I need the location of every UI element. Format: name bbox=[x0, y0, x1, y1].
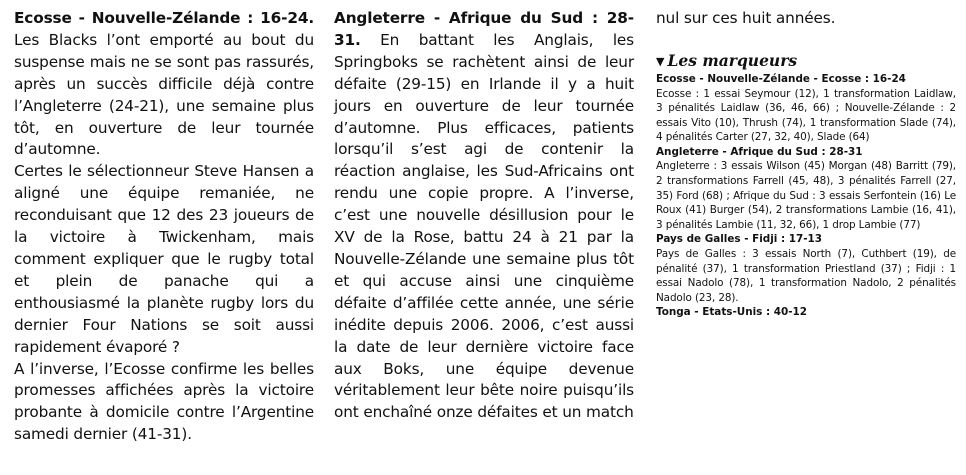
article-column-2 bbox=[334, 8, 634, 424]
scorers-match-detail: Ecosse : 1 essai Seymour (12), 1 transformation Laidlaw, 3 pénalités Laidlaw (36, 46, 66) ; Nouvelle-Zélande : 2 essais Vito (10), Thrush (74), 1 transformation Slade (74), 4 pénalités Carter (27, 32, 40), Slade (64) bbox=[656, 87, 956, 144]
match-headline: Ecosse - Nouvelle-Zélande : 16-24. bbox=[14, 9, 314, 27]
paragraph bbox=[14, 8, 314, 161]
scorers-match-head: Tonga - Etats-Unis : 40-12 bbox=[656, 306, 807, 319]
triangle-down-icon: ▼ bbox=[656, 54, 665, 68]
match-headline: Angleterre - Afrique du Sud : 28-31. bbox=[334, 9, 634, 49]
article-column-1 bbox=[14, 8, 314, 446]
match-report-ecosse-nz bbox=[14, 8, 314, 446]
scorers-match-2 bbox=[656, 145, 956, 233]
scorers-match-head: Ecosse - Nouvelle-Zélande - Ecosse : 16-24 bbox=[656, 72, 906, 85]
paragraph-text: En battant les Anglais, les Springboks se rachètent ainsi de leur défaite (29-15) en Irlande il y a huit jours en ouverture de leur tournée d’automne. Plus efficaces, patients lorsqu’il s’est agi de contenir la réaction anglaise, les Sud-Africains ont rendu une copie propre. A l’inverse, c’est une nouvelle désillusion pour le XV de la Rose, battu 24 à 21 par la Nouvelle-Zélande une semaine plus tôt et qui accuse ainsi une cinquième défaite d’affilée cette année, une série inédite depuis 2006. 2006, c’est aussi la date de leur dernière victoire face aux Boks, une équipe devenue véritablement leur bête noire puisqu’ils ont enchaîné onze défaites et un match bbox=[334, 30, 634, 422]
paragraph: A l’inverse, l’Ecosse confirme les belles promesses affichées après la victoire probante à domicile contre l’Argentine samedi dernier (41-31). bbox=[14, 359, 314, 444]
match-report-angleterre-afsud bbox=[334, 8, 634, 424]
scorers-section-title bbox=[656, 51, 956, 72]
scorers-match-4 bbox=[656, 305, 956, 320]
article-column-3 bbox=[656, 8, 956, 320]
scorers-title-text: Les marqueurs bbox=[667, 50, 798, 70]
scorers-match-detail: Pays de Galles : 3 essais North (7), Cuthbert (19), de pénalité (37), 1 transformation Priestland (37) ; Fidji : 1 essai Nadolo (78), 1 transformation Nadolo, 2 pénalités Nadolo (23, 28). bbox=[656, 248, 956, 304]
scorers-match-detail: Angleterre : 3 essais Wilson (45) Morgan (48) Barritt (79), 2 transformations Farrell (45, 48), 3 pénalités Farrell (27, 35) Ford (68) ; Afrique du Sud : 3 essais Serfontein (16) Le Roux (41) Burger (54), 2 transformations Lambie (16, 41), 3 pénalités Lambie (11, 32, 66), 1 drop Lambie (77) bbox=[656, 160, 956, 231]
scorers-match-3 bbox=[656, 232, 956, 305]
scorers-match-head: Angleterre - Afrique du Sud : 28-31 bbox=[656, 145, 863, 158]
scorers-match-1 bbox=[656, 72, 956, 145]
scorers-match-head: Pays de Galles - Fidji : 17-13 bbox=[656, 233, 822, 246]
paragraph-continuation: nul sur ces huit années. bbox=[656, 9, 836, 27]
paragraph bbox=[334, 8, 634, 424]
paragraph: Certes le sélectionneur Steve Hansen a aligné une équipe remaniée, ne reconduisant que 12 des 23 joueurs de la victoire à Twickenham, mais comment expliquer que le rugby total et plein de panache qui a enthousiasmé la planète rugby lors du dernier Four Nations se soit aussi rapidement évaporé ? bbox=[14, 162, 314, 356]
paragraph-text: Les Blacks l’ont emporté au bout du suspense mais ne se sont pas rassurés, après un succès difficile déjà contre l’Angleterre (24-21), une semaine plus tôt, en ouverture de leur tournée d’automne. bbox=[14, 30, 314, 159]
